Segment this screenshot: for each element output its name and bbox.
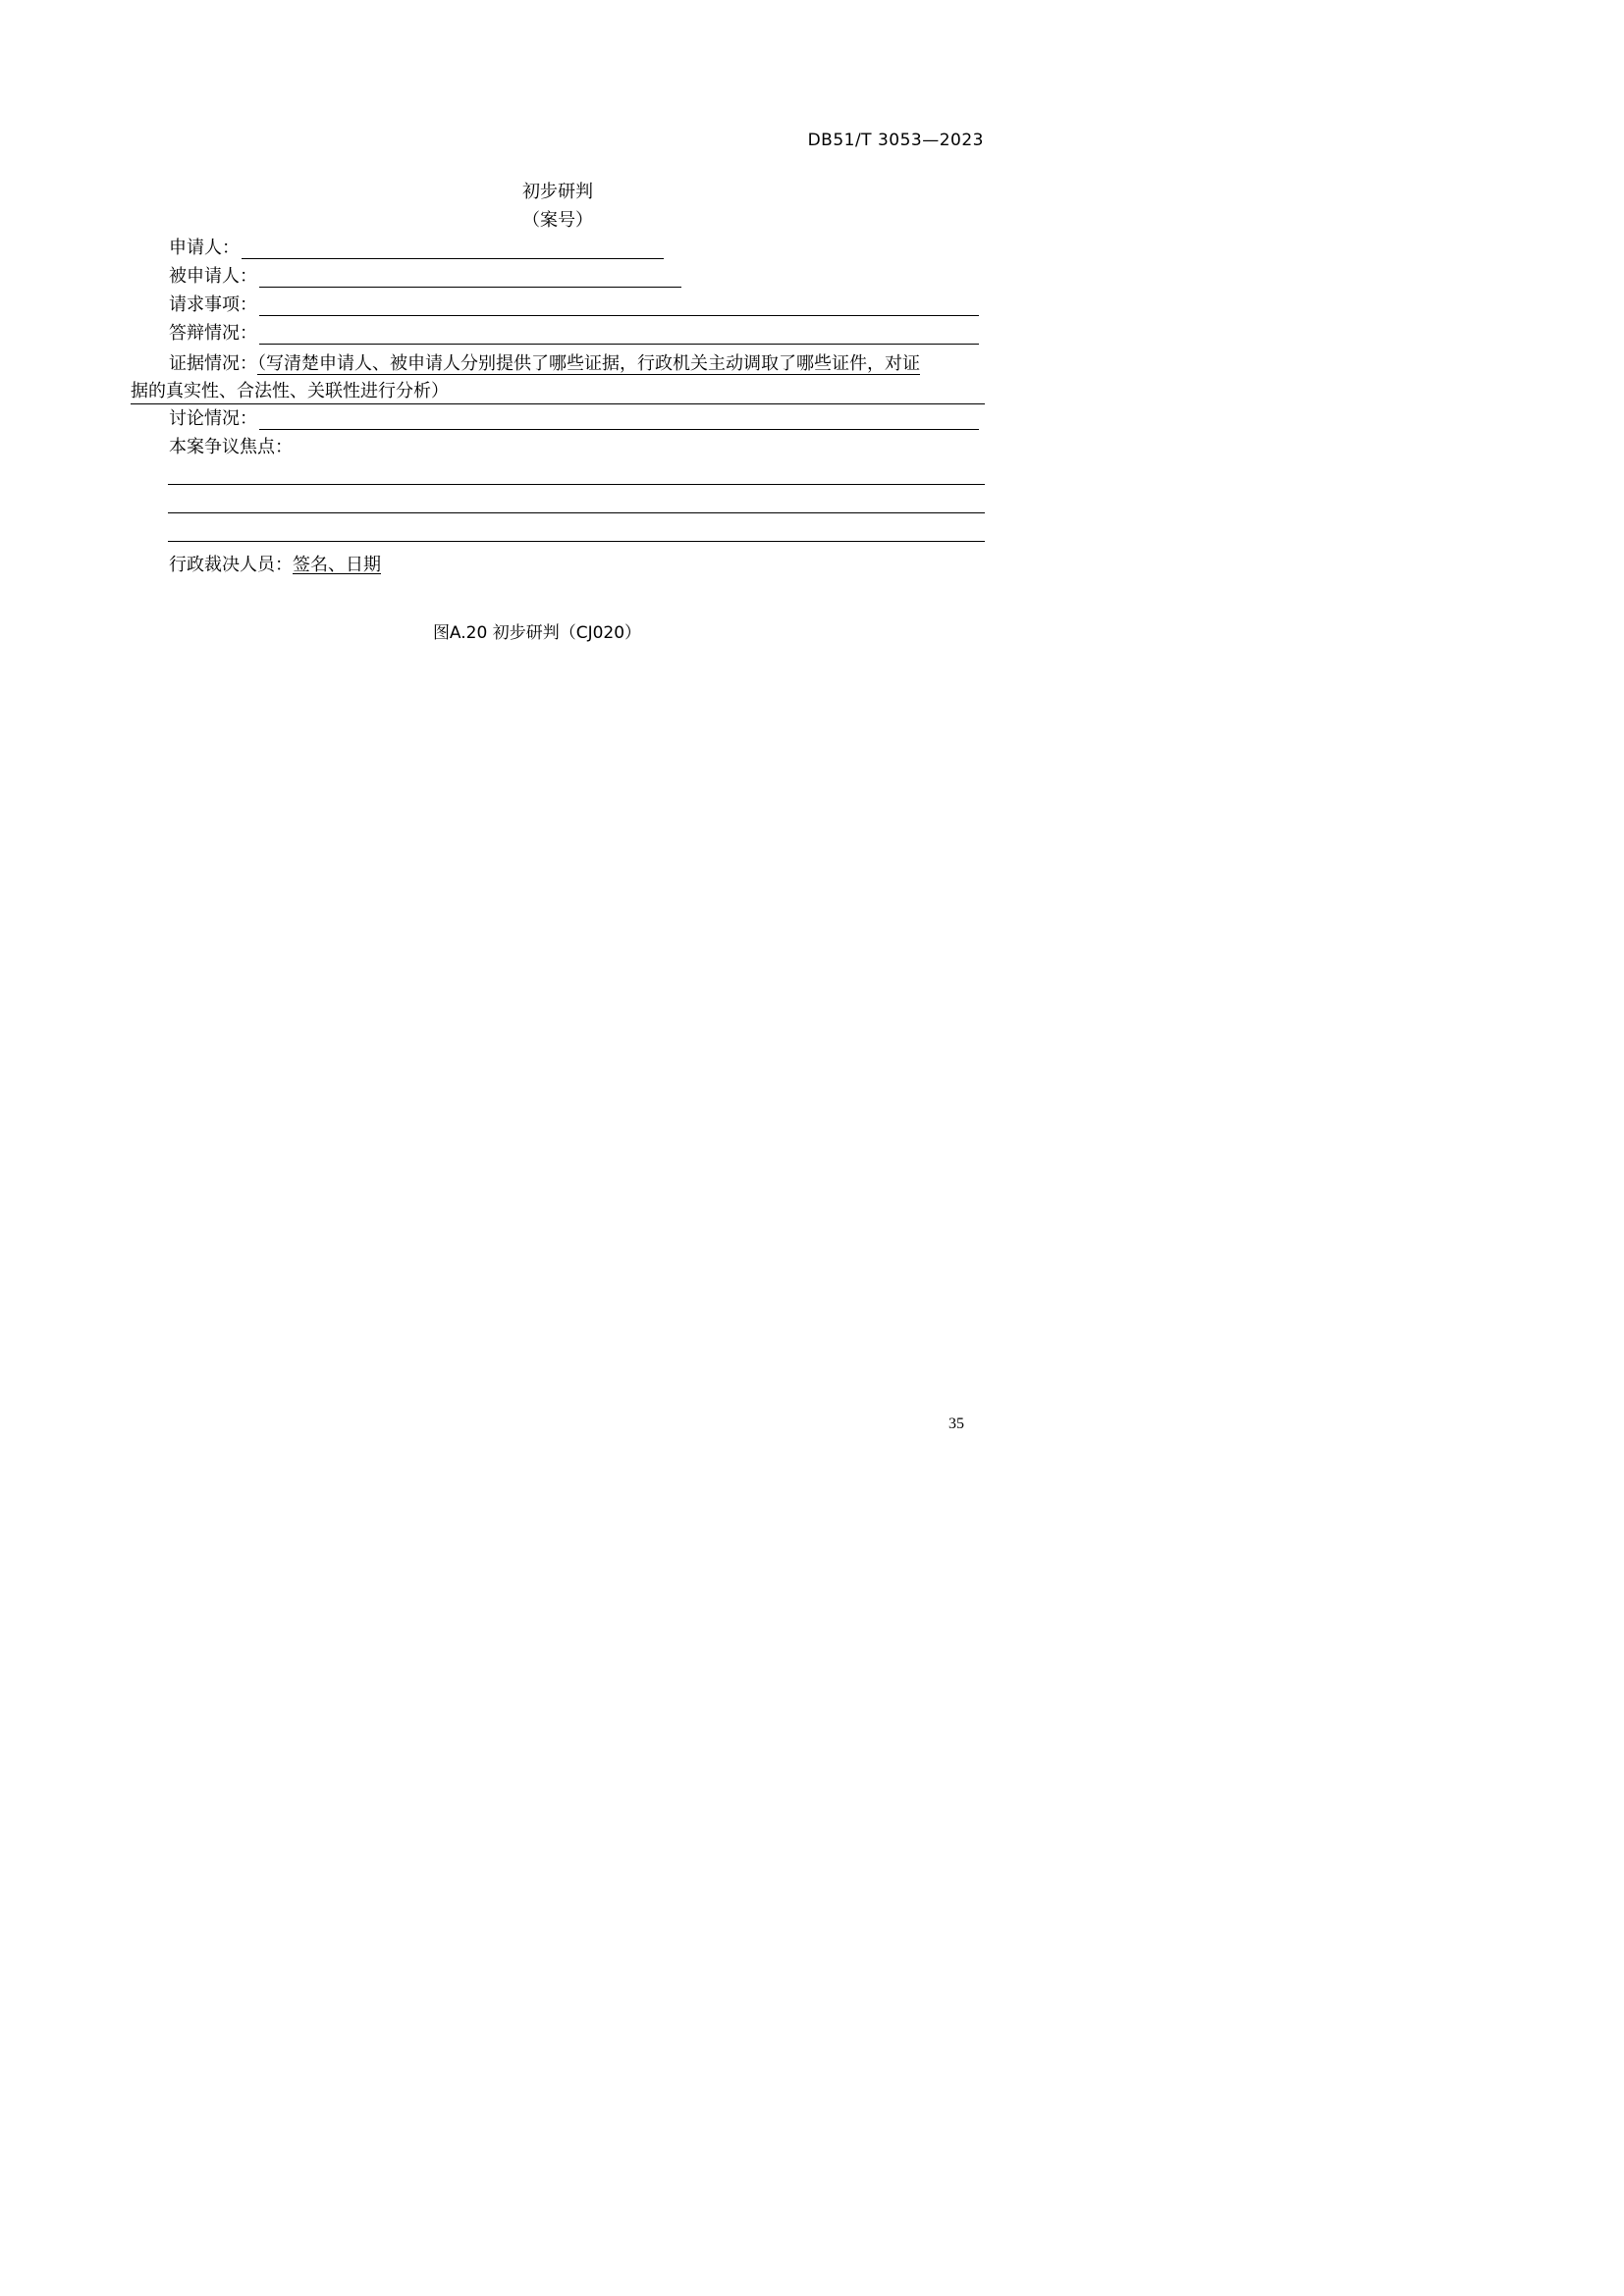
evidence-hint-line2: 据的真实性、合法性、关联性进行分析） (131, 378, 985, 404)
defense-blank[interactable] (259, 325, 979, 345)
evidence-hint-line1: （写清楚申请人、被申请人分别提供了哪些证据，行政机关主动调取了哪些证件，对证 (257, 353, 920, 374)
page-number: 35 (948, 1415, 964, 1432)
respondent-label: 被申请人： (169, 266, 257, 287)
request-label: 请求事项： (169, 294, 257, 315)
respondent-blank[interactable] (259, 268, 681, 288)
standard-code: DB51/T 3053—2023 (807, 131, 984, 150)
adjudicator-label: 行政裁决人员： (169, 555, 293, 575)
dispute-focus-field (169, 437, 293, 458)
discussion-field (169, 408, 979, 430)
request-field (169, 294, 979, 316)
adjudicator-field (169, 551, 381, 576)
evidence-label: 证据情况： (169, 353, 257, 374)
dispute-focus-blank-2[interactable] (168, 512, 985, 513)
defense-label: 答辩情况： (169, 323, 257, 344)
dispute-focus-blank-3[interactable] (168, 541, 985, 542)
form-title: 初步研判 (522, 182, 593, 202)
applicant-label: 申请人： (169, 238, 240, 258)
applicant-field (169, 238, 664, 259)
discussion-label: 讨论情况： (169, 408, 257, 429)
evidence-field (131, 350, 985, 404)
dispute-focus-blank-1[interactable] (168, 484, 985, 485)
figure-caption: 图A.20 初步研判（CJ020） (432, 623, 642, 643)
discussion-blank[interactable] (259, 410, 979, 430)
request-blank[interactable] (259, 296, 979, 316)
applicant-blank[interactable] (242, 240, 664, 259)
defense-field (169, 323, 979, 345)
dispute-focus-label: 本案争议焦点： (169, 437, 293, 457)
respondent-field (169, 266, 681, 288)
adjudicator-signature[interactable]: 签名、日期 (293, 555, 381, 575)
case-number: （案号） (522, 210, 593, 231)
